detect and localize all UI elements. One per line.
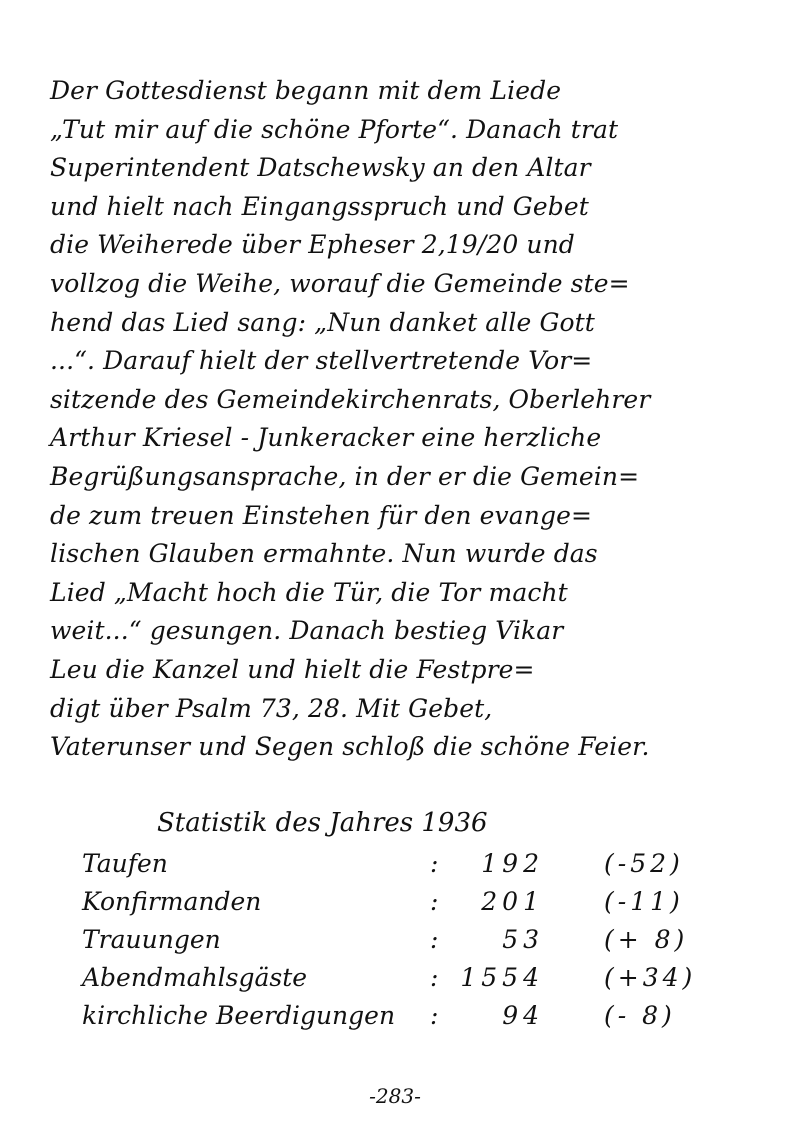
paragraph-line: die Weiherede über Epheser 2,19/20 und: [50, 230, 575, 260]
paragraph: [50, 72, 750, 767]
stat-value: 192: [481, 849, 544, 878]
stat-label: Taufen: [82, 849, 168, 878]
paragraph-line: und hielt nach Eingangsspruch und Gebet: [50, 191, 589, 221]
paragraph-line: Arthur Kriesel - Junkeracker eine herzliche: [50, 423, 602, 453]
paragraph-line: Vaterunser und Segen schloß die schöne Feier.: [50, 732, 650, 762]
stat-colon: :: [430, 887, 439, 916]
paragraph-line: weit...“ gesungen. Danach bestieg Vikar: [50, 616, 564, 646]
stat-label: Abendmahlsgäste: [82, 963, 308, 992]
stat-row-taufen: [82, 846, 742, 882]
stat-value: 53: [502, 925, 544, 954]
stat-row-beerdigungen: [82, 998, 742, 1034]
paragraph-line: Begrüßungsansprache, in der er die Gemein=: [50, 461, 640, 491]
paragraph-line: lischen Glauben ermahnte. Nun wurde das: [50, 539, 598, 569]
paragraph-line: „Tut mir auf die schöne Pforte“. Danach trat: [50, 114, 619, 144]
stat-change: (-52): [604, 849, 684, 878]
paragraph-line: Lied „Macht hoch die Tür, die Tor macht: [50, 577, 568, 607]
paragraph-line: sitzende des Gemeindekirchenrats, Oberlehrer: [50, 384, 651, 414]
stat-change: (-11): [604, 887, 684, 916]
stat-row-abendmahlsgaeste: [82, 960, 742, 996]
paragraph-line: hend das Lied sang: „Nun danket alle Gott: [50, 307, 595, 337]
stat-change: (- 8): [604, 1001, 676, 1030]
stat-label: kirchliche Beerdigungen: [82, 1001, 396, 1030]
stat-label: Konfirmanden: [82, 887, 262, 916]
stat-change: (+ 8): [604, 925, 689, 954]
stat-label: Trauungen: [82, 925, 221, 954]
paragraph-line: de zum treuen Einstehen für den evange=: [50, 500, 593, 530]
stat-value: 201: [481, 887, 544, 916]
stat-row-trauungen: [82, 922, 742, 958]
page-number: -283-: [369, 1084, 421, 1108]
stat-colon: :: [430, 925, 439, 954]
stat-row-konfirmanden: [82, 884, 742, 920]
paragraph-line: Der Gottesdienst begann mit dem Liede: [50, 76, 562, 105]
stat-change: (+34): [604, 963, 697, 992]
paragraph-line: digt über Psalm 73, 28. Mit Gebet,: [50, 693, 493, 723]
stat-colon: :: [430, 1001, 439, 1030]
paragraph-line: vollzog die Weihe, worauf die Gemeinde ste=: [50, 268, 630, 298]
paragraph-line: ...“. Darauf hielt der stellvertretende Vor=: [50, 346, 593, 376]
paragraph-line: Leu die Kanzel und hielt die Festpre=: [50, 654, 535, 684]
stat-colon: :: [430, 963, 439, 992]
paragraph-line: Superintendent Datschewsky an den Altar: [50, 153, 591, 183]
statistics-title: Statistik des Jahres 1936: [157, 808, 488, 838]
stat-value: 94: [502, 1001, 544, 1030]
stat-colon: :: [430, 849, 439, 878]
stat-value: 1554: [460, 963, 544, 992]
